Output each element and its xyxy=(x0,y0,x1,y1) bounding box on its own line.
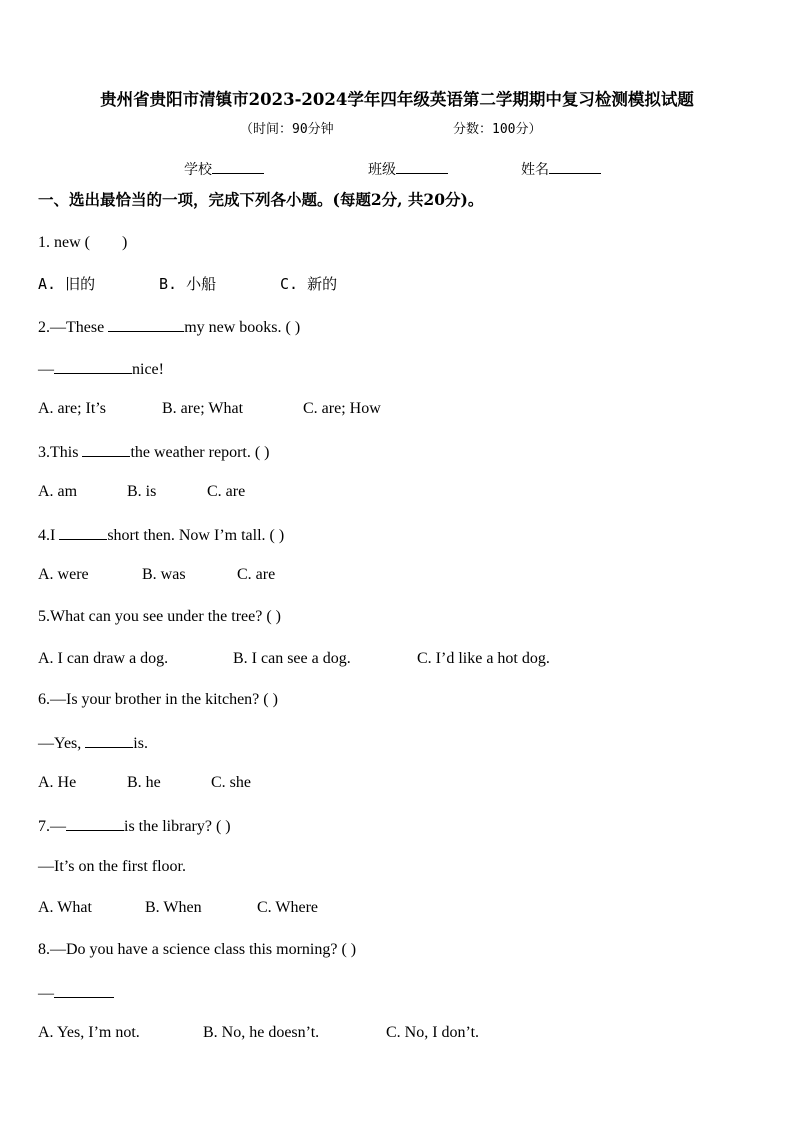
question-6-stem: 6.—Is your brother in the kitchen? ( ) xyxy=(38,691,278,708)
question-6-option-a[interactable]: A. He xyxy=(38,774,77,791)
exam-title: 贵州省贵阳市清镇市2023-2024学年四年级英语第二学期期中复习检测模拟试题 xyxy=(100,90,694,109)
question-7-stem-start: 7.— xyxy=(38,818,66,835)
question-2-reply xyxy=(38,358,164,380)
question-2-option-c[interactable]: C. are; How xyxy=(303,400,381,417)
question-4-option-c[interactable]: C. are xyxy=(237,566,276,583)
name-field xyxy=(521,159,601,179)
question-5-option-c[interactable]: C. I’d like a hot dog. xyxy=(417,650,550,667)
question-4-stem xyxy=(38,524,284,546)
question-7-stem xyxy=(38,815,231,837)
question-2-option-a[interactable]: A. are; It’s xyxy=(38,400,106,417)
class-blank[interactable] xyxy=(396,159,448,174)
question-5-option-b[interactable]: B. I can see a dog. xyxy=(233,650,351,667)
question-3-stem-end: the weather report. ( ) xyxy=(130,444,270,461)
question-4-stem-end: short then. Now I’m tall. ( ) xyxy=(107,527,285,544)
question-7-option-a[interactable]: A. What xyxy=(38,899,92,916)
question-1-option-a[interactable]: A. 旧的 xyxy=(38,275,96,293)
section-heading: 一、选出最恰当的一项，完成下列各小题。(每题2分, 共20分)。 xyxy=(38,190,484,209)
exam-time: （时间：90分钟 xyxy=(240,122,334,137)
question-3-option-c[interactable]: C. are xyxy=(207,483,246,500)
question-7-reply: —It’s on the first floor. xyxy=(38,858,186,875)
name-blank[interactable] xyxy=(549,159,601,174)
school-label: 学校 xyxy=(184,162,212,178)
question-2-reply-end: nice! xyxy=(132,361,164,378)
question-6-blank[interactable] xyxy=(85,732,133,748)
school-blank[interactable] xyxy=(212,159,264,174)
question-3-option-a[interactable]: A. am xyxy=(38,483,78,500)
question-6-option-c[interactable]: C. she xyxy=(211,774,251,791)
question-6-reply-start: —Yes, xyxy=(38,735,86,752)
question-5-stem: 5.What can you see under the tree? ( ) xyxy=(38,608,281,625)
question-7-blank[interactable] xyxy=(66,815,124,831)
question-3-stem xyxy=(38,441,270,463)
question-2-blank[interactable] xyxy=(108,316,184,332)
question-7-stem-end: is the library? ( ) xyxy=(124,818,231,835)
exam-score: 分数：100分） xyxy=(453,122,542,137)
question-8-stem: 8.—Do you have a science class this morning? ( ) xyxy=(38,941,357,958)
question-8-reply xyxy=(38,982,114,1004)
question-3-blank[interactable] xyxy=(82,441,130,457)
class-label: 班级 xyxy=(368,162,396,178)
question-7-option-b[interactable]: B. When xyxy=(145,899,202,916)
question-6-reply xyxy=(38,732,148,754)
question-3-option-b[interactable]: B. is xyxy=(127,483,157,500)
school-field xyxy=(184,159,264,179)
question-2-option-b[interactable]: B. are; What xyxy=(162,400,244,417)
question-1-stem: 1. new ( ) xyxy=(38,234,128,251)
question-7-option-c[interactable]: C. Where xyxy=(257,899,319,916)
question-4-option-b[interactable]: B. was xyxy=(142,566,186,583)
question-8-option-c[interactable]: C. No, I don’t. xyxy=(386,1024,480,1041)
question-4-blank[interactable] xyxy=(59,524,107,540)
question-8-option-b[interactable]: B. No, he doesn’t. xyxy=(203,1024,320,1041)
question-8-option-a[interactable]: A. Yes, I’m not. xyxy=(38,1024,140,1041)
question-8-reply-dash: — xyxy=(38,985,54,1002)
question-1-option-c[interactable]: C. 新的 xyxy=(280,275,338,293)
question-6-option-b[interactable]: B. he xyxy=(127,774,161,791)
question-4-stem-start: 4.I xyxy=(38,527,60,544)
question-8-blank[interactable] xyxy=(54,982,114,998)
class-field xyxy=(368,159,448,179)
question-2-stem xyxy=(38,316,300,338)
question-2-reply-blank[interactable] xyxy=(54,358,132,374)
question-3-stem-start: 3.This xyxy=(38,444,83,461)
question-2-reply-dash: — xyxy=(38,361,54,378)
name-label: 姓名 xyxy=(521,162,549,178)
question-5-option-a[interactable]: A. I can draw a dog. xyxy=(38,650,169,667)
question-2-stem-start: 2.—These xyxy=(38,319,109,336)
question-2-stem-end: my new books. ( ) xyxy=(184,319,301,336)
question-1-option-b[interactable]: B. 小船 xyxy=(159,275,217,293)
question-4-option-a[interactable]: A. were xyxy=(38,566,89,583)
question-6-reply-end: is. xyxy=(133,735,148,752)
